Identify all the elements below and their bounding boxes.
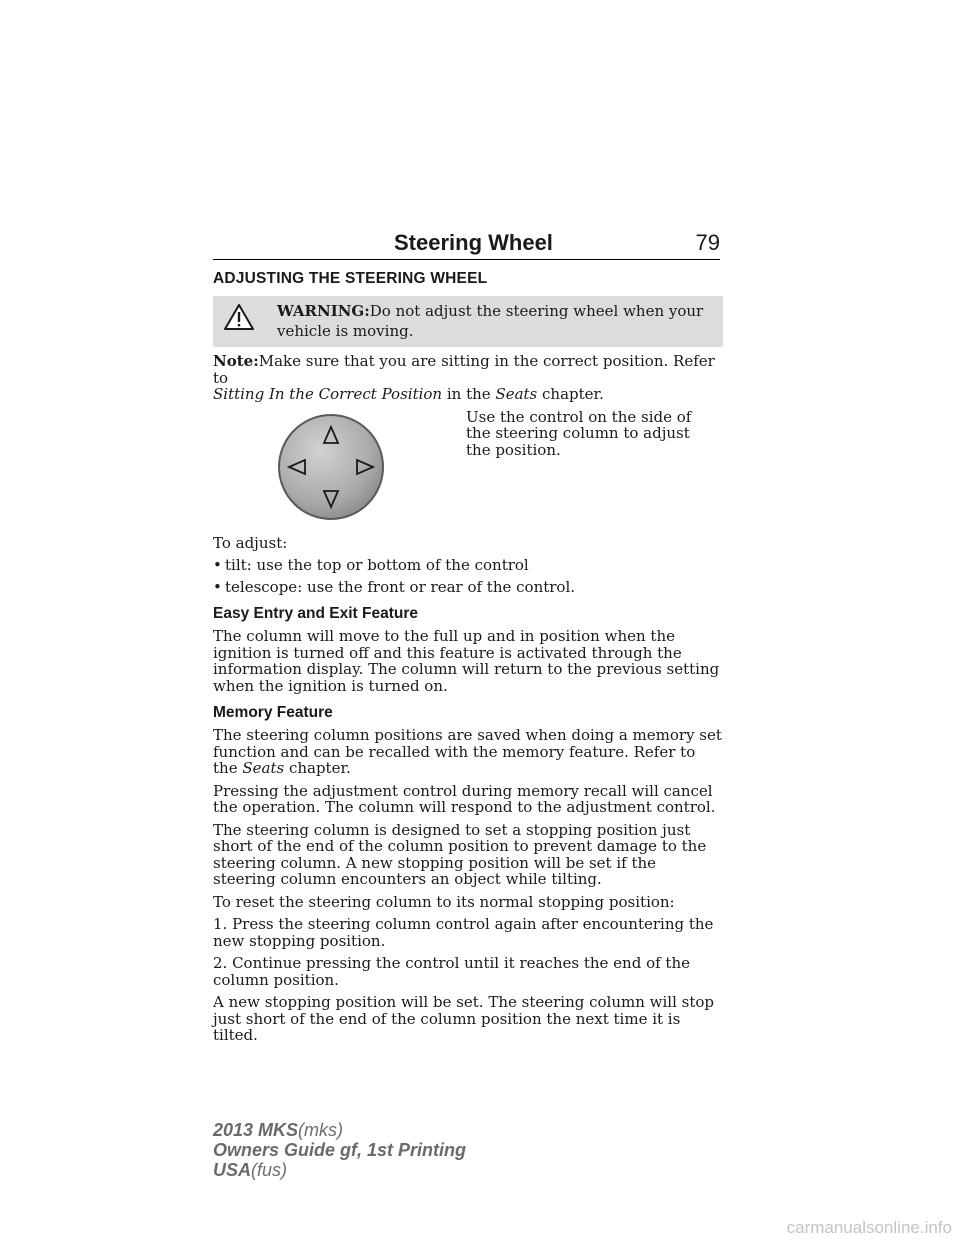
footer-model: 2013 MKS (213, 1120, 299, 1140)
memory-paragraph-4: To reset the steering column to its normal stopping position: (213, 892, 675, 911)
note-text-3: chapter. (537, 385, 604, 403)
warning-label: WARNING: (277, 302, 370, 320)
list-item: • telescope: use the front or rear of the control. (213, 578, 576, 596)
seats-reference: Seats (242, 759, 285, 777)
steering-column-control-icon (277, 413, 385, 525)
memory-paragraph-1: The steering column positions are saved when doing a memory set function and can be recalled with the memory feature. Refer to the Seats chapter. (213, 726, 722, 777)
figure-row (213, 409, 723, 527)
warning-body: Do not adjust the steering wheel when your vehicle is moving. (277, 302, 704, 340)
note-text: Make sure that you are sitting in the correct position. Refer to (213, 352, 715, 387)
memory-paragraph-2: Pressing the adjustment control during memory recall will cancel the operation. The column will respond to the adjustment control. (213, 781, 716, 816)
list-item: • tilt: use the top or bottom of the control (213, 556, 529, 574)
to-adjust-label: To adjust: (213, 533, 288, 552)
note-reference-seats: Seats (495, 385, 538, 403)
warning-box (213, 296, 723, 347)
chapter-title: Steering Wheel (394, 230, 553, 255)
warning-text (267, 301, 713, 341)
section-title: ADJUSTING THE STEERING WHEEL (213, 270, 488, 287)
note-paragraph (213, 353, 723, 403)
easy-entry-heading: Easy Entry and Exit Feature (213, 605, 419, 622)
memory-paragraph-5: A new stopping position will be set. The steering column will stop just short of the end of the column position the next time it is tilted. (213, 993, 715, 1044)
memory-paragraph-3: The steering column is designed to set a stopping position just short of the end of the column position to prevent damage to the steering column. A new stopping position will be set if the steering column encounters an object while tilting. (213, 820, 707, 888)
footer-model-code: (mks) (298, 1120, 344, 1140)
note-reference-link: Sitting In the Correct Position (213, 385, 443, 403)
page-footer (213, 1120, 466, 1180)
adjust-list (213, 557, 723, 595)
figure-caption-text: Use the control on the side of the steering column to adjust the position. (466, 407, 692, 459)
page-header (213, 229, 720, 260)
note-text-2: in the (442, 385, 496, 403)
footer-region-code: (fus) (251, 1160, 288, 1180)
page-content (213, 270, 723, 1050)
footer-region: USA (213, 1160, 252, 1180)
easy-entry-text: The column will move to the full up and in position when the ignition is turned off and this feature is activated through the information display. The column will return to the previous setting when the ignition is turned on. (213, 627, 720, 695)
warning-triangle-icon (223, 301, 267, 341)
footer-guide: Owners Guide gf, 1st Printing (213, 1140, 467, 1160)
memory-step-2: 2. Continue pressing the control until it reaches the end of the column position. (213, 954, 690, 989)
note-label: Note: (213, 352, 259, 370)
watermark: carmanualsonline.info (786, 1218, 952, 1237)
memory-heading: Memory Feature (213, 704, 333, 721)
figure-caption (466, 409, 716, 465)
page-number: 79 (695, 230, 720, 255)
memory-step-1: 1. Press the steering column control again after encountering the new stopping position. (213, 915, 714, 950)
